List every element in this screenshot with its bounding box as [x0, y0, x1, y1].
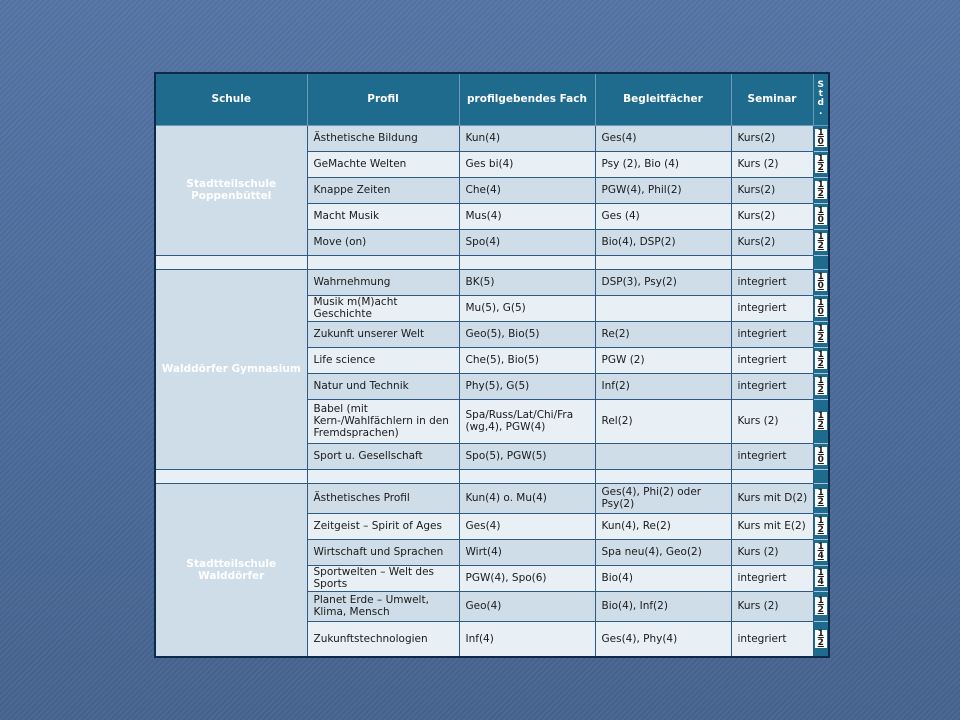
profil-cell: Life science — [307, 347, 459, 373]
profil-cell: Wirtschaft und Sprachen — [307, 539, 459, 565]
fach-cell: BK(5) — [459, 269, 595, 295]
seminar-cell: Kurs mit E(2) — [731, 513, 813, 539]
spacer-cell — [813, 255, 829, 269]
std-cell — [813, 203, 829, 229]
header-std — [813, 73, 829, 125]
spacer-cell — [155, 255, 307, 269]
std-cell — [813, 321, 829, 347]
std-value: 1 0 — [815, 447, 828, 465]
fach-cell: Ges(4) — [459, 513, 595, 539]
school-name: Walddörfer Gymnasium — [155, 269, 307, 469]
std-value: 1 2 — [815, 233, 828, 251]
spacer-cell — [731, 255, 813, 269]
std-cell — [813, 125, 829, 151]
spacer-row — [155, 255, 829, 269]
header-profil: Profil — [307, 73, 459, 125]
spacer-cell — [459, 469, 595, 483]
std-value: 1 0 — [815, 129, 828, 147]
std-cell — [813, 443, 829, 469]
spacer-cell — [595, 255, 731, 269]
std-value: 1 2 — [815, 517, 828, 535]
std-value: 1 2 — [815, 155, 828, 173]
begleitfaecher-cell — [595, 443, 731, 469]
begleitfaecher-cell: Psy (2), Bio (4) — [595, 151, 731, 177]
profil-cell: Planet Erde – Umwelt, Klima, Mensch — [307, 591, 459, 621]
school-name: Stadtteilschule Poppenbüttel — [155, 125, 307, 255]
begleitfaecher-cell: PGW (2) — [595, 347, 731, 373]
fach-cell: Spa/Russ/Lat/Chi/Fra (wg,4), PGW(4) — [459, 399, 595, 443]
seminar-cell: Kurs(2) — [731, 229, 813, 255]
std-cell — [813, 399, 829, 443]
spacer-cell — [307, 255, 459, 269]
begleitfaecher-cell: Ges(4), Phy(4) — [595, 621, 731, 657]
std-cell — [813, 347, 829, 373]
table-row — [155, 125, 829, 151]
seminar-cell: Kurs (2) — [731, 539, 813, 565]
seminar-cell: Kurs(2) — [731, 203, 813, 229]
std-value: 1 0 — [815, 207, 828, 225]
profil-cell: Zeitgeist – Spirit of Ages — [307, 513, 459, 539]
spacer-cell — [307, 469, 459, 483]
std-value: 1 2 — [815, 597, 828, 615]
spacer-cell — [595, 469, 731, 483]
seminar-cell: integriert — [731, 621, 813, 657]
std-value: 1 2 — [815, 325, 828, 343]
std-cell — [813, 565, 829, 591]
profil-cell: Natur und Technik — [307, 373, 459, 399]
seminar-cell: integriert — [731, 321, 813, 347]
profil-cell: Sportwelten – Welt des Sports — [307, 565, 459, 591]
begleitfaecher-cell: Re(2) — [595, 321, 731, 347]
std-cell — [813, 621, 829, 657]
fach-cell: Wirt(4) — [459, 539, 595, 565]
std-cell — [813, 513, 829, 539]
seminar-cell: integriert — [731, 373, 813, 399]
begleitfaecher-cell: Inf(2) — [595, 373, 731, 399]
fach-cell: Geo(4) — [459, 591, 595, 621]
std-value: 1 2 — [815, 630, 828, 648]
seminar-cell: Kurs (2) — [731, 151, 813, 177]
std-cell — [813, 177, 829, 203]
fach-cell: Inf(4) — [459, 621, 595, 657]
fach-cell: Che(5), Bio(5) — [459, 347, 595, 373]
begleitfaecher-cell — [595, 295, 731, 321]
std-value: 1 4 — [815, 569, 828, 587]
std-cell — [813, 295, 829, 321]
spacer-cell — [731, 469, 813, 483]
header-begleitfaecher: Begleitfächer — [595, 73, 731, 125]
profil-cell: Ästhetische Bildung — [307, 125, 459, 151]
profil-cell: Babel (mit Kern-/Wahlfächlern in den Fremdsprachen) — [307, 399, 459, 443]
spacer-cell — [459, 255, 595, 269]
fach-cell: Mus(4) — [459, 203, 595, 229]
profil-cell: Wahrnehmung — [307, 269, 459, 295]
std-value: 1 2 — [815, 489, 828, 507]
header-seminar: Seminar — [731, 73, 813, 125]
header-std-label: S t d . — [817, 80, 824, 118]
table-body — [155, 125, 829, 657]
header-schule: Schule — [155, 73, 307, 125]
begleitfaecher-cell: Ges (4) — [595, 203, 731, 229]
seminar-cell: Kurs(2) — [731, 177, 813, 203]
begleitfaecher-cell: Bio(4) — [595, 565, 731, 591]
seminar-cell: Kurs (2) — [731, 591, 813, 621]
seminar-cell: integriert — [731, 347, 813, 373]
profil-cell: Sport u. Gesellschaft — [307, 443, 459, 469]
fach-cell: Mu(5), G(5) — [459, 295, 595, 321]
seminar-cell: integriert — [731, 443, 813, 469]
std-value: 1 4 — [815, 543, 828, 561]
school-profile-table — [154, 72, 830, 658]
profil-cell: Macht Musik — [307, 203, 459, 229]
profil-cell: Knappe Zeiten — [307, 177, 459, 203]
seminar-cell: integriert — [731, 565, 813, 591]
std-value: 1 2 — [815, 412, 828, 430]
header-fach: profilgebendes Fach — [459, 73, 595, 125]
std-value: 1 2 — [815, 351, 828, 369]
fach-cell: PGW(4), Spo(6) — [459, 565, 595, 591]
profil-cell: Zukunftstechnologien — [307, 621, 459, 657]
fach-cell: Spo(5), PGW(5) — [459, 443, 595, 469]
std-value: 1 2 — [815, 181, 828, 199]
seminar-cell: Kurs mit D(2) — [731, 483, 813, 513]
std-value: 1 0 — [815, 273, 828, 291]
std-cell — [813, 483, 829, 513]
std-value: 1 0 — [815, 299, 828, 317]
std-cell — [813, 229, 829, 255]
profil-cell: Ästhetisches Profil — [307, 483, 459, 513]
table-row — [155, 269, 829, 295]
school-name: Stadtteilschule Walddörfer — [155, 483, 307, 657]
fach-cell: Phy(5), G(5) — [459, 373, 595, 399]
std-cell — [813, 539, 829, 565]
fach-cell: Kun(4) — [459, 125, 595, 151]
fach-cell: Spo(4) — [459, 229, 595, 255]
fach-cell: Kun(4) o. Mu(4) — [459, 483, 595, 513]
std-cell — [813, 373, 829, 399]
begleitfaecher-cell: DSP(3), Psy(2) — [595, 269, 731, 295]
std-cell — [813, 151, 829, 177]
begleitfaecher-cell: Ges(4) — [595, 125, 731, 151]
begleitfaecher-cell: Bio(4), DSP(2) — [595, 229, 731, 255]
seminar-cell: integriert — [731, 295, 813, 321]
profil-cell: Move (on) — [307, 229, 459, 255]
std-cell — [813, 269, 829, 295]
spacer-cell — [813, 469, 829, 483]
header-row — [155, 73, 829, 125]
fach-cell: Ges bi(4) — [459, 151, 595, 177]
table-row — [155, 483, 829, 513]
spacer-cell — [155, 469, 307, 483]
begleitfaecher-cell: Bio(4), Inf(2) — [595, 591, 731, 621]
std-cell — [813, 591, 829, 621]
seminar-cell: Kurs(2) — [731, 125, 813, 151]
begleitfaecher-cell: Kun(4), Re(2) — [595, 513, 731, 539]
profil-cell: Musik m(M)acht Geschichte — [307, 295, 459, 321]
begleitfaecher-cell: Spa neu(4), Geo(2) — [595, 539, 731, 565]
std-value: 1 2 — [815, 377, 828, 395]
begleitfaecher-cell: Ges(4), Phi(2) oder Psy(2) — [595, 483, 731, 513]
begleitfaecher-cell: Rel(2) — [595, 399, 731, 443]
fach-cell: Geo(5), Bio(5) — [459, 321, 595, 347]
profil-cell: Zukunft unserer Welt — [307, 321, 459, 347]
seminar-cell: integriert — [731, 269, 813, 295]
spacer-row — [155, 469, 829, 483]
profil-cell: GeMachte Welten — [307, 151, 459, 177]
fach-cell: Che(4) — [459, 177, 595, 203]
seminar-cell: Kurs (2) — [731, 399, 813, 443]
begleitfaecher-cell: PGW(4), Phil(2) — [595, 177, 731, 203]
